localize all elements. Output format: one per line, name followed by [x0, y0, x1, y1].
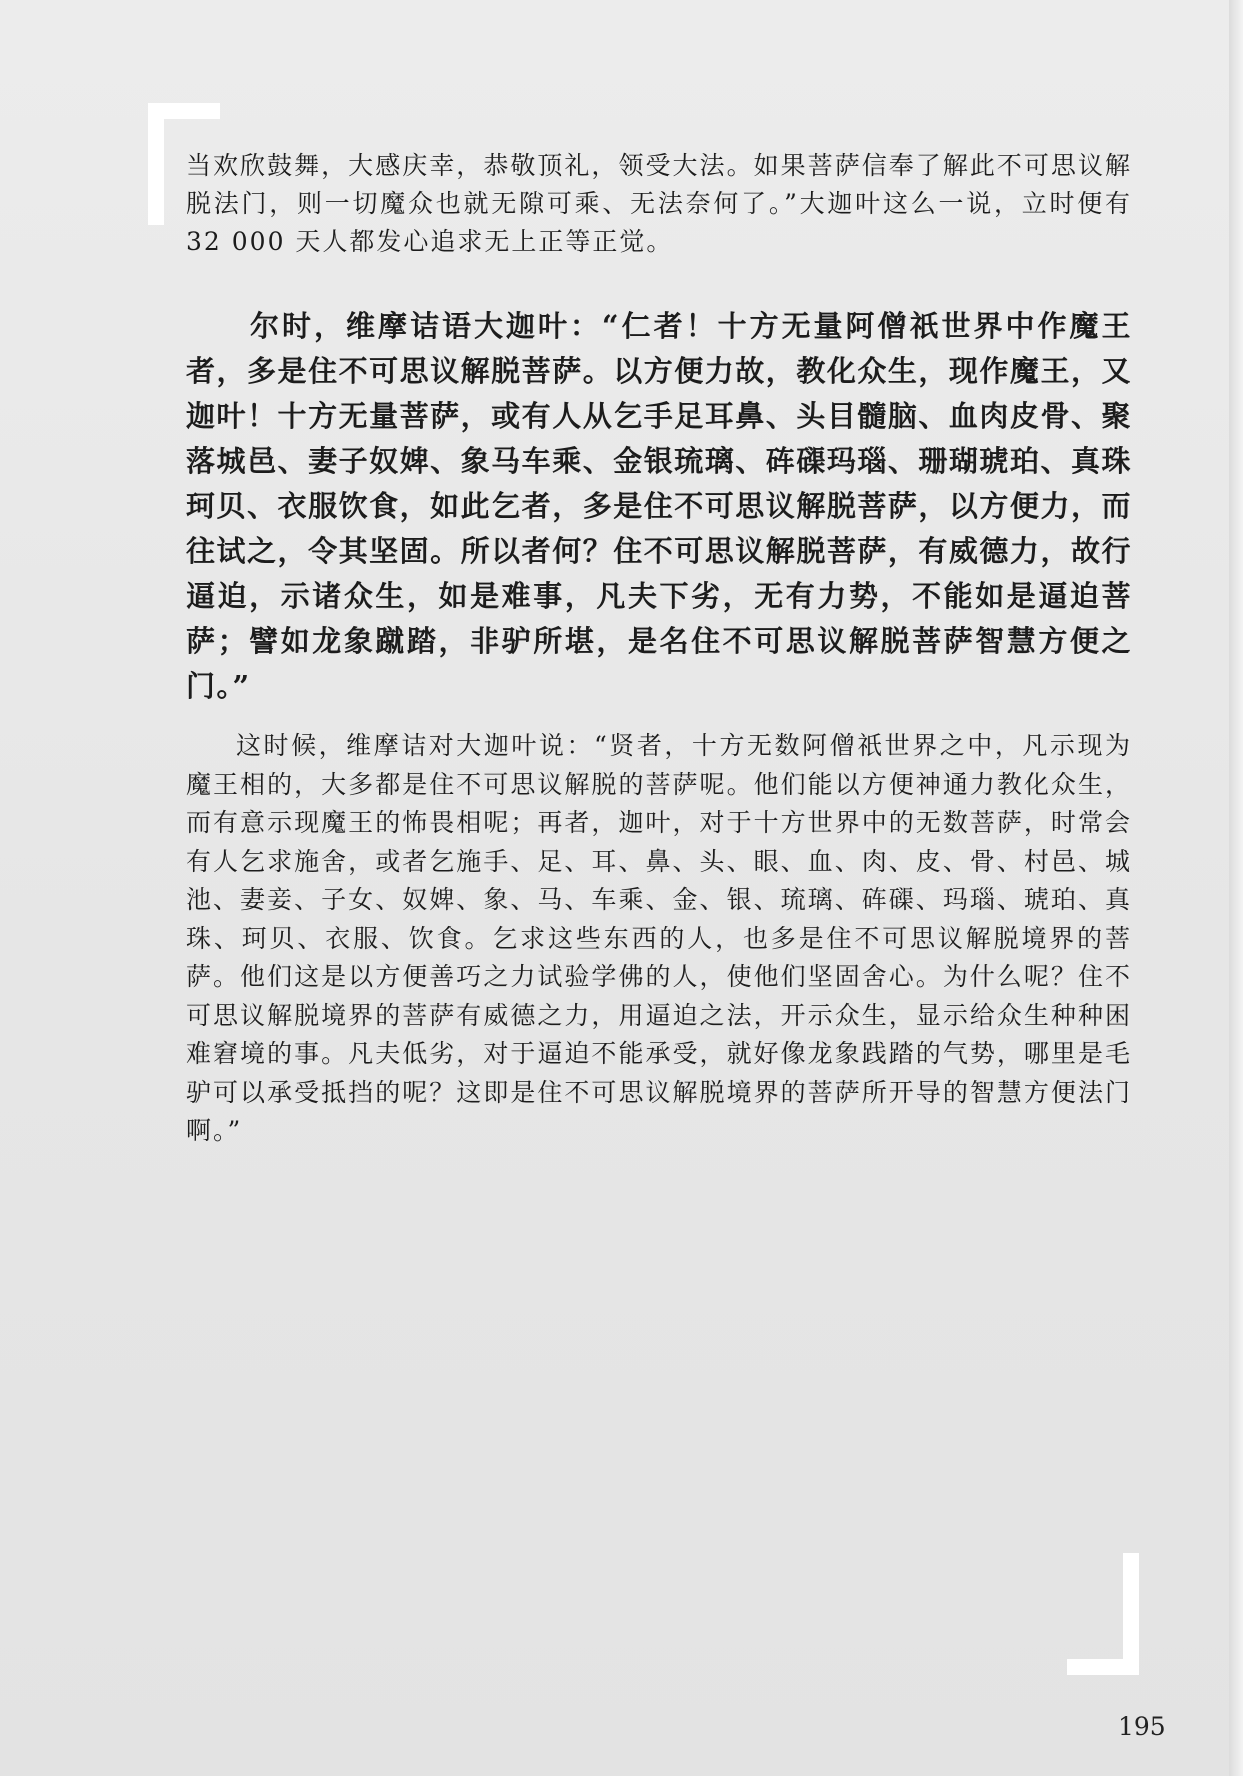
- page-edge-shadow: [1229, 0, 1243, 1776]
- corner-mark-top-left: [148, 103, 164, 225]
- corner-mark-bottom-right: [1123, 1553, 1139, 1675]
- page-number: 195: [1118, 1712, 1166, 1741]
- corner-mark-bottom-right-horizontal: [1067, 1659, 1139, 1675]
- scripture-paragraph: 尔时，维摩诘语大迦叶：“仁者！十方无量阿僧祇世界中作魔王者，多是住不可思议解脱菩萨。以方便力故，教化众生，现作魔王，又迦叶！十方无量菩萨，或有人从乞手足耳鼻、头目髓脑、血肉皮骨、聚落城邑、妻子奴婢、象马车乘、金银琉璃、砗磲玛瑙、珊瑚琥珀、真珠珂贝、衣服饮食，如此乞者，多是住不可思议解脱菩萨，以方便力，而往试之，令其坚固。所以者何？住不可思议解脱菩萨，有威德力，故行逼迫，示诸众生，如是难事，凡夫下劣，无有力势，不能如是逼迫菩萨；譬如龙象蹴踏，非驴所堪，是名住不可思议解脱菩萨智慧方便之门。”: [186, 309, 1132, 703]
- translation-paragraph-continued: 当欢欣鼓舞，大感庆幸，恭敬顶礼，领受大法。如果菩萨信奉了解此不可思议解脱法门，则一切魔众也就无隙可乘、无法奈何了。”大迦叶这么一说，立时便有 32 000 天人都发心追求无上正等正觉。: [186, 151, 1132, 256]
- translation-paragraph: 这时候，维摩诘对大迦叶说：“贤者，十方无数阿僧祇世界之中，凡示现为魔王相的，大多都是住不可思议解脱的菩萨呢。他们能以方便神通力教化众生，而有意示现魔王的怖畏相呢；再者，迦叶，对于十方世界中的无数菩萨，时常会有人乞求施舍，或者乞施手、足、耳、鼻、头、眼、血、肉、皮、骨、村邑、城池、妻妾、子女、奴婢、象、马、车乘、金、银、琉璃、砗磲、玛瑙、琥珀、真珠、珂贝、衣服、饮食。乞求这些东西的人，也多是住不可思议解脱境界的菩萨。他们这是以方便善巧之力试验学佛的人，使他们坚固舍心。为什么呢？住不可思议解脱境界的菩萨有威德之力，用逼迫之法，开示众生，显示给众生种种困难窘境的事。凡夫低劣，对于逼迫不能承受，就好像龙象践踏的气势，哪里是毛驴可以承受抵挡的呢？这即是住不可思议解脱境界的菩萨所开导的智慧方便法门啊。”: [186, 731, 1132, 1145]
- corner-mark-top-left-horizontal: [148, 103, 220, 119]
